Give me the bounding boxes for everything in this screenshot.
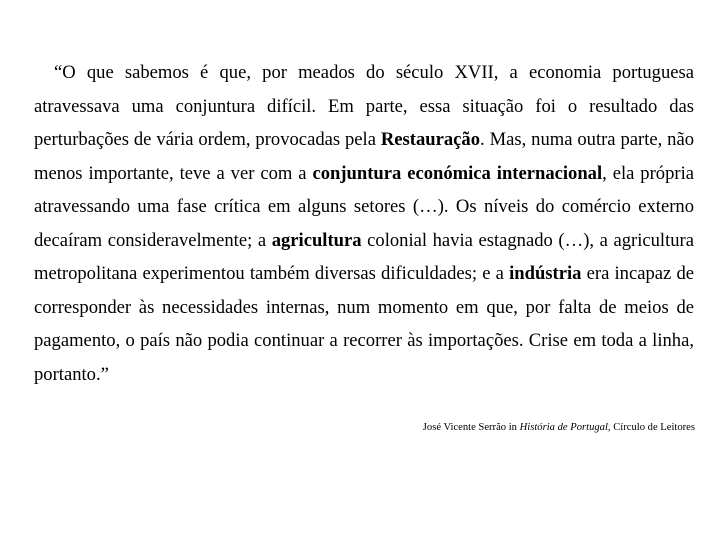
keyword-agricultura: agricultura [271, 229, 362, 251]
citation-author: José Vicente Serrão in [422, 422, 520, 433]
quote-text-segment-4: colonial havia estagnado (…), a agricultura metropolitana experimentou também diversas dificuldades; e a [34, 229, 694, 284]
keyword-industria: indústria [509, 263, 582, 284]
keyword-restauracao: Restauração [380, 129, 481, 150]
citation [423, 421, 695, 435]
keyword-conjuntura-economica-internacional: conjuntura económica internacional [312, 162, 603, 184]
quote-paragraph [34, 56, 694, 391]
citation-publisher: , Círculo de Leitores [607, 422, 695, 433]
quote-text-segment-2: . Mas, numa outra parte, não menos importante, teve a ver com a [34, 129, 695, 184]
quote-text-segment-5: era incapaz de corresponder às necessidades internas, num momento em que, por falta de meios de pagamento, o país não podia continuar a recorrer às importações. Crise em toda a linha, portanto.” [34, 263, 695, 385]
quote-text-segment-1: “O que sabemos é que, por meados do século XVII, a economia portuguesa atravessava uma conjuntura difícil. Em parte, essa situação foi o resultado das perturbações de vária ordem, provocadas pela [34, 62, 694, 150]
citation-book-title: História de Portugal [519, 422, 608, 433]
quote-text-segment-3: , ela própria atravessando uma fase crítica em alguns setores (…). Os níveis do comércio externo decaíram consideravelmente; a [34, 162, 694, 251]
